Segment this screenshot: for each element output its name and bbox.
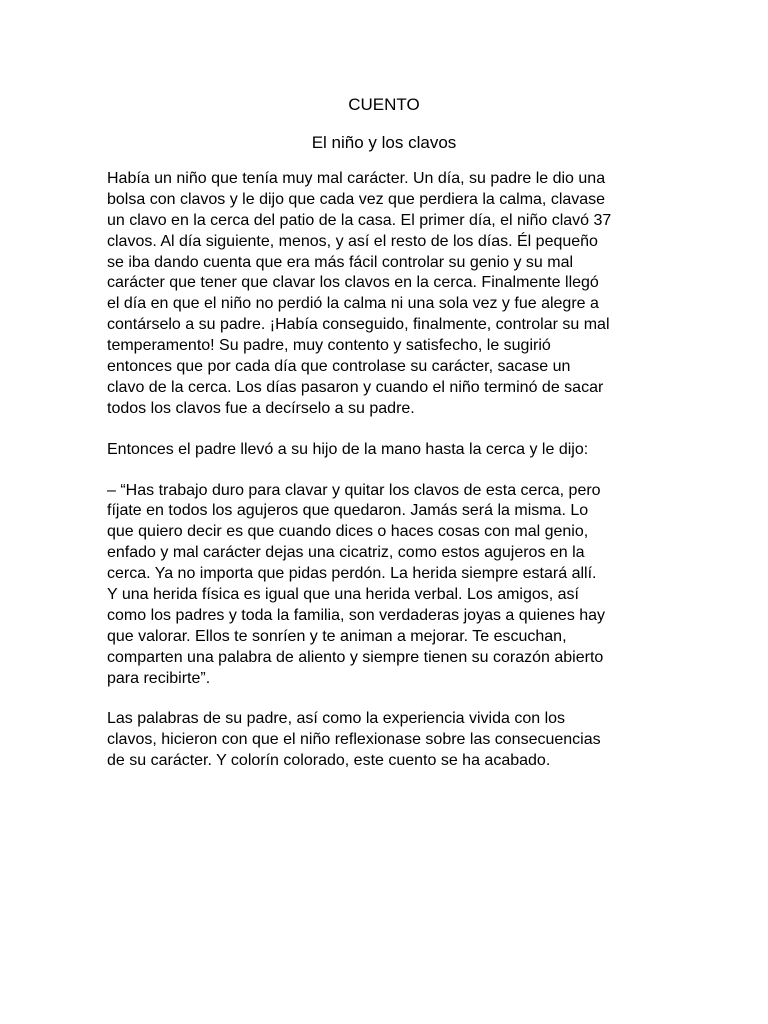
story-paragraph xyxy=(107,169,627,420)
text-line: un clavo en la cerca del patio de la casa. El primer día, el niño clavó 37 xyxy=(107,211,612,229)
text-line: de su carácter. Y colorín colorado, este cuento se ha acabado. xyxy=(107,752,551,770)
text-line: temperamento! Su padre, muy contento y satisfecho, le sugirió xyxy=(107,337,551,355)
text-line: Había un niño que tenía muy mal carácter. Un día, su padre le dio una xyxy=(107,170,606,187)
text-line: clavos, hicieron con que el niño reflexionase sobre las consecuencias xyxy=(107,731,601,749)
text-line: entonces que por cada día que controlase su carácter, sacase un xyxy=(107,358,571,376)
text-line: Y una herida física es igual que una herida verbal. Los amigos, así xyxy=(107,586,579,604)
text-line: que valorar. Ellos te sonríen y te animan a mejorar. Te escuchan, xyxy=(107,627,567,645)
text-line: – “Has trabajo duro para clavar y quitar los clavos de esta cerca, pero xyxy=(107,481,601,499)
text-line: Las palabras de su padre, así como la experiencia vivida con los xyxy=(107,710,566,728)
story-paragraph xyxy=(107,440,627,461)
text-line: para recibirte”. xyxy=(107,669,211,687)
text-line: clavo de la cerca. Los días pasaron y cuando el niño terminó de sacar xyxy=(107,378,604,396)
text-line: bolsa con clavos y le dijo que cada vez que perdiera la calma, clavase xyxy=(107,190,606,208)
text-line: comparten una palabra de aliento y siempre tienen su corazón abierto xyxy=(107,648,604,666)
text-line: Entonces el padre llevó a su hijo de la mano hasta la cerca y le dijo: xyxy=(107,440,589,458)
story-paragraph xyxy=(107,709,627,772)
text-line: que quiero decir es que cuando dices o haces cosas con mal genio, xyxy=(107,523,589,541)
text-line: carácter que tener que clavar los clavos en la cerca. Finalmente llegó xyxy=(107,274,599,292)
text-line: clavos. Al día siguiente, menos, y así el resto de los días. Él pequeño xyxy=(107,232,598,250)
story-paragraph xyxy=(107,481,627,690)
text-line: todos los clavos fue a decírselo a su padre. xyxy=(107,399,415,417)
text-line: como los padres y toda la familia, son verdaderas joyas a quienes hay xyxy=(107,606,606,624)
text-line: cerca. Ya no importa que pidas perdón. La herida siempre estará allí. xyxy=(107,565,597,583)
text-line: el día en que el niño no perdió la calma ni una sola vez y fue alegre a xyxy=(107,295,599,313)
text-line: contárselo a su padre. ¡Había conseguido, finalmente, controlar su mal xyxy=(107,316,610,334)
text-line: fíjate en todos los agujeros que quedaron. Jamás será la misma. Lo xyxy=(107,502,589,520)
text-line: se iba dando cuenta que era más fácil controlar su genio y su mal xyxy=(107,253,574,271)
document-title: El niño y los clavos xyxy=(311,133,457,152)
story-body xyxy=(107,169,627,792)
text-line: enfado y mal carácter dejas una cicatriz, como estos agujeros en la xyxy=(107,544,585,562)
document-label: CUENTO xyxy=(348,95,420,114)
